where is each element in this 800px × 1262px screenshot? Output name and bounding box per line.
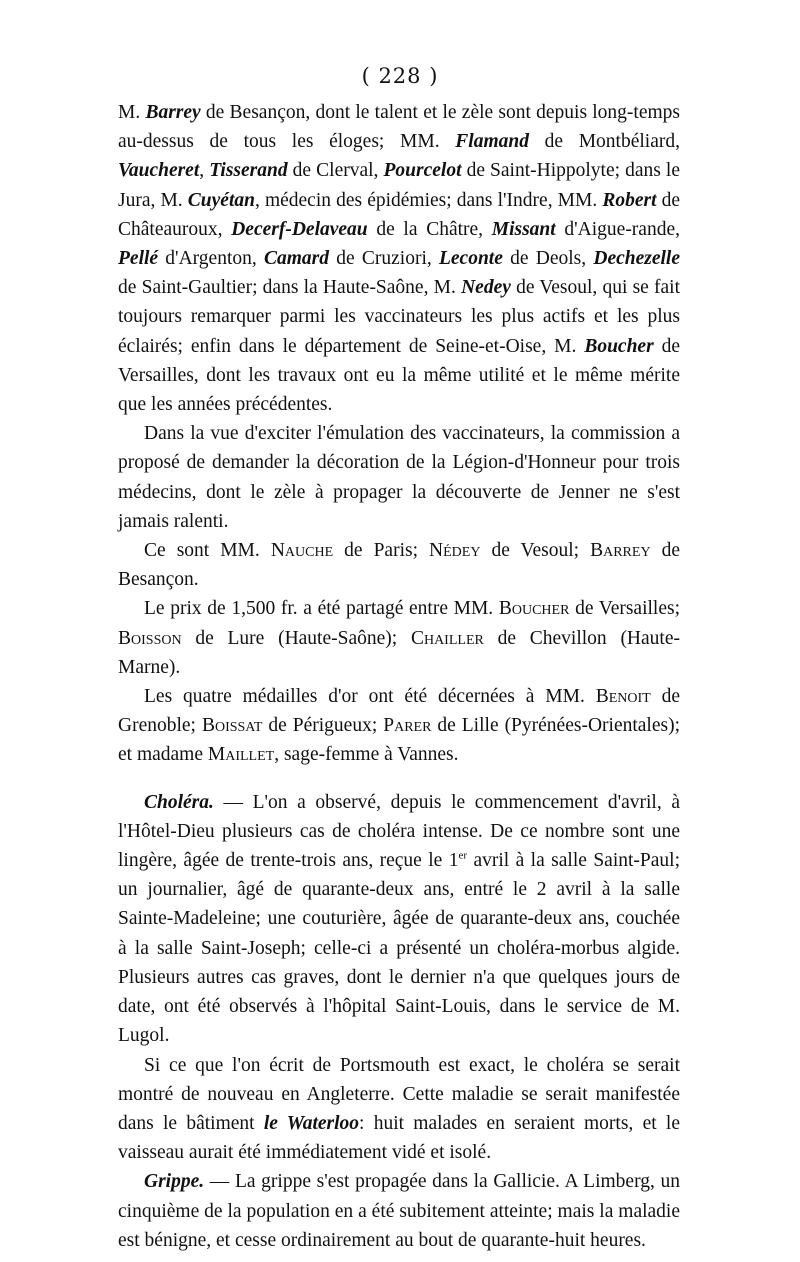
section-label-grippe: Grippe. — [144, 1171, 205, 1193]
paragraph-legion-honneur: Dans la vue d'exciter l'émulation des vaccinateurs, la commission a proposé de demander la décoration de la Légion-d'Honneur pour trois médecins, dont le zèle à propager la découverte de Jenner ne s'est jamais ralenti. — [118, 423, 680, 532]
paragraph-nominees: Ce sont MM. Nauche de Paris; Nédey de Vesoul; Barrey de Besançon. — [118, 540, 680, 591]
paragraph-prize: Le prix de 1,500 fr. a été partagé entre MM. Boucher de Versailles; Boisson de Lure (Haute-Saône); Chailler de Chevillon (Haute-Marne). — [118, 598, 681, 678]
body-text — [118, 98, 680, 1255]
paragraph-portsmouth: Si ce que l'on écrit de Portsmouth est exact, le choléra se serait montré de nouveau en Angleterre. Cette maladie se serait manifestée dans le bâtiment le Waterloo: huit malades en seraient morts, et le vaisseau aurait été immédiatement vidé et isolé. — [118, 1054, 680, 1164]
page-number: ( 228 ) — [361, 64, 439, 88]
paragraph-vaccinators-list: M. Barrey de Besançon, dont le talent et le zèle sont depuis long-temps au-dessus de tous les éloges; MM. Flamand de Montbéliard, Vaucheret, Tisserand de Clerval, Pourcelot de Saint-Hippolyte; dans le Jura, M. Cuyétan, médecin des épidémies; dans l'Indre, MM. Robert de Châteauroux, Decerf-Delaveau de la Châtre, Missant d'Aigue-rande, Pellé d'Argenton, Camard de Cruziori, Leconte de Deols, Dechezelle de Saint-Gaultier; dans la Haute-Saône, M. Nedey de Vesoul, qui se fait toujours remarquer parmi les vaccinateurs les plus actifs et les plus éclairés; enfin dans le département de Seine-et-Oise, M. Boucher de Versailles, dont les travaux ont eu la même utilité et le même mérite que les années précédentes. — [118, 102, 681, 416]
paragraph-grippe: Grippe. — La grippe s'est propagée dans la Gallicie. A Limberg, un cinquième de la population en a été subitement atteinte; mais la maladie est bénigne, et cesse ordinairement au bout de quarante-huit heures. — [118, 1171, 680, 1251]
paragraph-cholera: Choléra. — L'on a observé, depuis le commencement d'avril, à l'Hôtel-Dieu plusieurs cas de choléra intense. De ce nombre sont une lingère, âgée de trente-trois ans, reçue le 1er avril à la salle Saint-Paul; un journalier, âgé de quarante-deux ans, entré le 2 avril à la salle Sainte-Madeleine; une couturière, âgée de quarante-deux ans, couchée à la salle Saint-Joseph; celle-ci a présenté un choléra-morbus algide. Plusieurs autres cas graves, dont le dernier n'a que quelques jours de date, ont été observés à l'hôpital Saint-Louis, dans le service de M. Lugol. — [118, 791, 680, 1047]
paragraph-medals: Les quatre médailles d'or ont été décernées à MM. Benoit de Grenoble; Boissat de Périgueux; Parer de Lille (Pyrénées-Orientales); et madame Maillet, sage-femme à Vannes. — [118, 686, 681, 766]
section-label-cholera: Choléra. — [144, 791, 214, 813]
